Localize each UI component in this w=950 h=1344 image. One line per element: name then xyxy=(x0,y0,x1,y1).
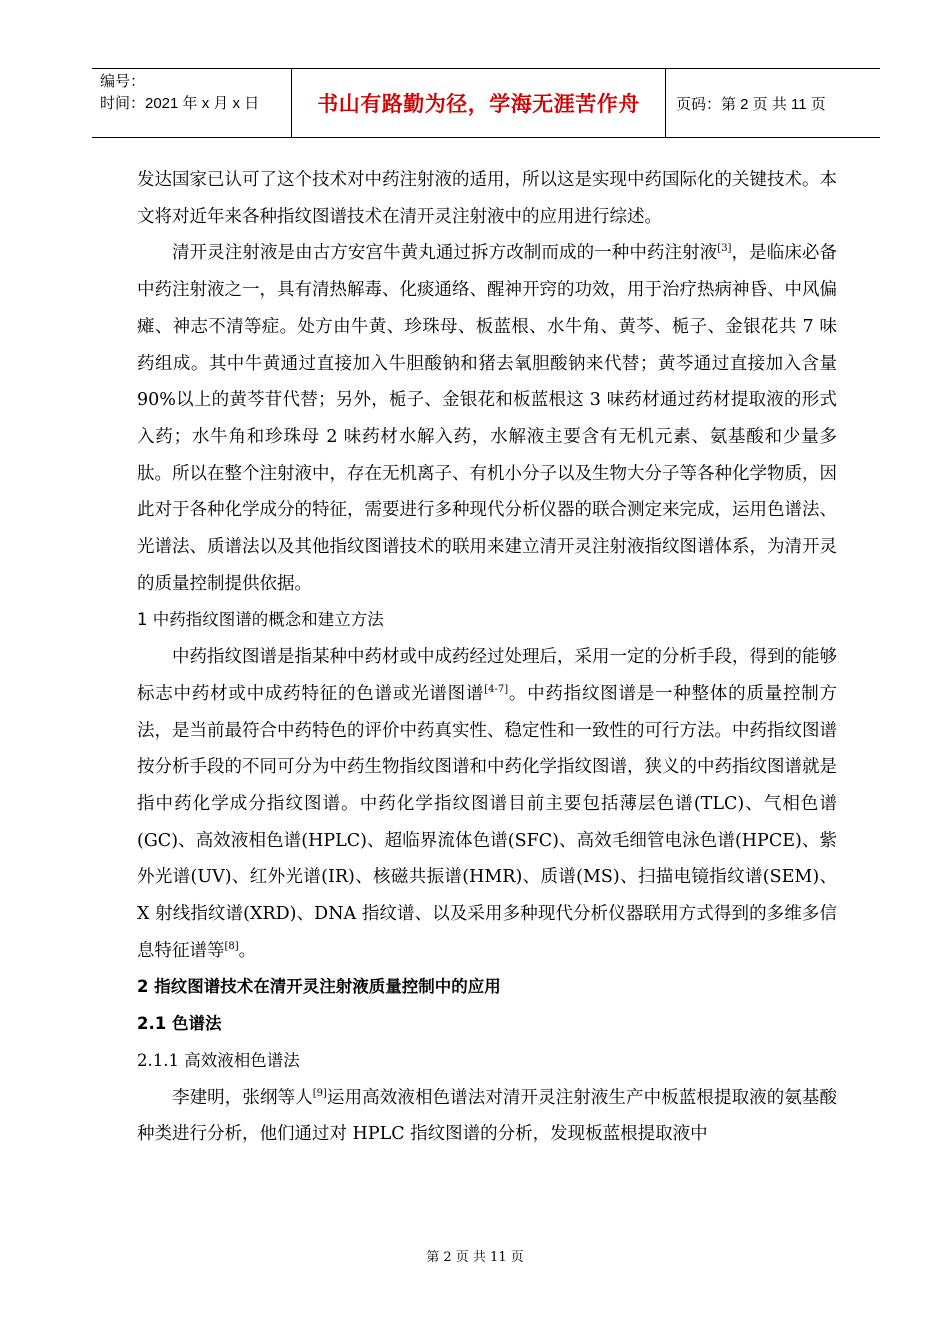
paragraph: 清开灵注射液是由古方安宫牛黄丸通过拆方改制而成的一种中药注射液[3]，是临床必备中药注射液之一，具有清热解毒、化痰通络、醒神开窍的功效，用于治疗热病神昏、中风偏瘫、神志不清等症。处方由牛黄、珍珠母、板蓝根、水牛角、黄芩、栀子、金银花共 7 味药组成。其中牛黄通过直接加入牛胆酸钠和猪去氧胆酸钠来代替；黄芩通过直接加入含量 90%以上的黄芩苷代替；另外，栀子、金银花和板蓝根这 3 味药材通过药材提取液的形式入药；水牛角和珍珠母 2 味药材水解入药，水解液主要含有无机元素、氨基酸和少量多肽。所以在整个注射液中，存在无机离子、有机小分子以及生物大分子等各种化学物质，因此对于各种化学成分的特征，需要进行多种现代分析仪器的联合测定来完成，运用色谱法、光谱法、质谱法以及其他指纹图谱技术的联用来建立清开灵注射液指纹图谱体系，为清开灵的质量控制提供依据。 xyxy=(137,243,838,594)
section-heading: 2 指纹图谱技术在清开灵注射液质量控制中的应用 xyxy=(137,977,501,997)
page-footer: 第 2 页 共 11 页 xyxy=(426,1250,524,1265)
header-info-cell xyxy=(92,69,292,137)
citation: [4-7] xyxy=(484,683,509,695)
document-body xyxy=(137,162,837,1153)
subsubsection-heading: 2.1.1 高效液相色谱法 xyxy=(137,1050,300,1070)
time-label: 时间：2021 年 x 月 x 日 xyxy=(100,95,260,112)
section-heading: 1 中药指纹图谱的概念和建立方法 xyxy=(137,610,384,630)
number-label: 编号： xyxy=(100,73,146,90)
citation: [3] xyxy=(717,243,732,255)
paragraph: 发达国家已认可了这个技术对中药注射液的适用，所以这是实现中药国际化的关键技术。本文将对近年来各种指纹图谱技术在清开灵注射液中的应用进行综述。 xyxy=(137,170,837,227)
header-table xyxy=(92,68,880,138)
header-motto: 书山有路勤为径，学海无涯苦作舟 xyxy=(292,69,666,137)
paragraph: 中药指纹图谱是指某种中药材或中成药经过处理后，采用一定的分析手段，得到的能够标志中药材或中成药特征的色谱或光谱图谱[4-7]。中药指纹图谱是一种整体的质量控制方法，是当前最符合中药特色的评价中药真实性、稳定性和一致性的可行方法。中药指纹图谱按分析手段的不同可分为中药生物指纹图谱和中药化学指纹图谱，狭义的中药指纹图谱就是指中药化学成分指纹图谱。中药化学指纹图谱目前主要包括薄层色谱(TLC)、气相色谱(GC)、高效液相色谱(HPLC)、超临界流体色谱(SFC)、高效毛细管电泳色谱(HPCE)、紫外光谱(UV)、红外光谱(IR)、核磁共振谱(HMR)、质谱(MS)、扫描电镜指纹谱(SEM)、X 射线指纹谱(XRD)、DNA 指纹谱、以及采用多种现代分析仪器联用方式得到的多维多信息特征谱等[8]。 xyxy=(137,647,838,961)
paragraph: 李建明，张纲等人[9]运用高效液相色谱法对清开灵注射液生产中板蓝根提取液的氨基酸种类进行分析，他们通过对 HPLC 指纹图谱的分析，发现板蓝根提取液中 xyxy=(137,1087,838,1145)
header-page-label: 页码：第 2 页 共 11 页 xyxy=(676,95,826,113)
citation: [8] xyxy=(224,940,239,952)
citation: [9] xyxy=(312,1087,327,1099)
subsection-heading: 2.1 色谱法 xyxy=(137,1014,222,1034)
